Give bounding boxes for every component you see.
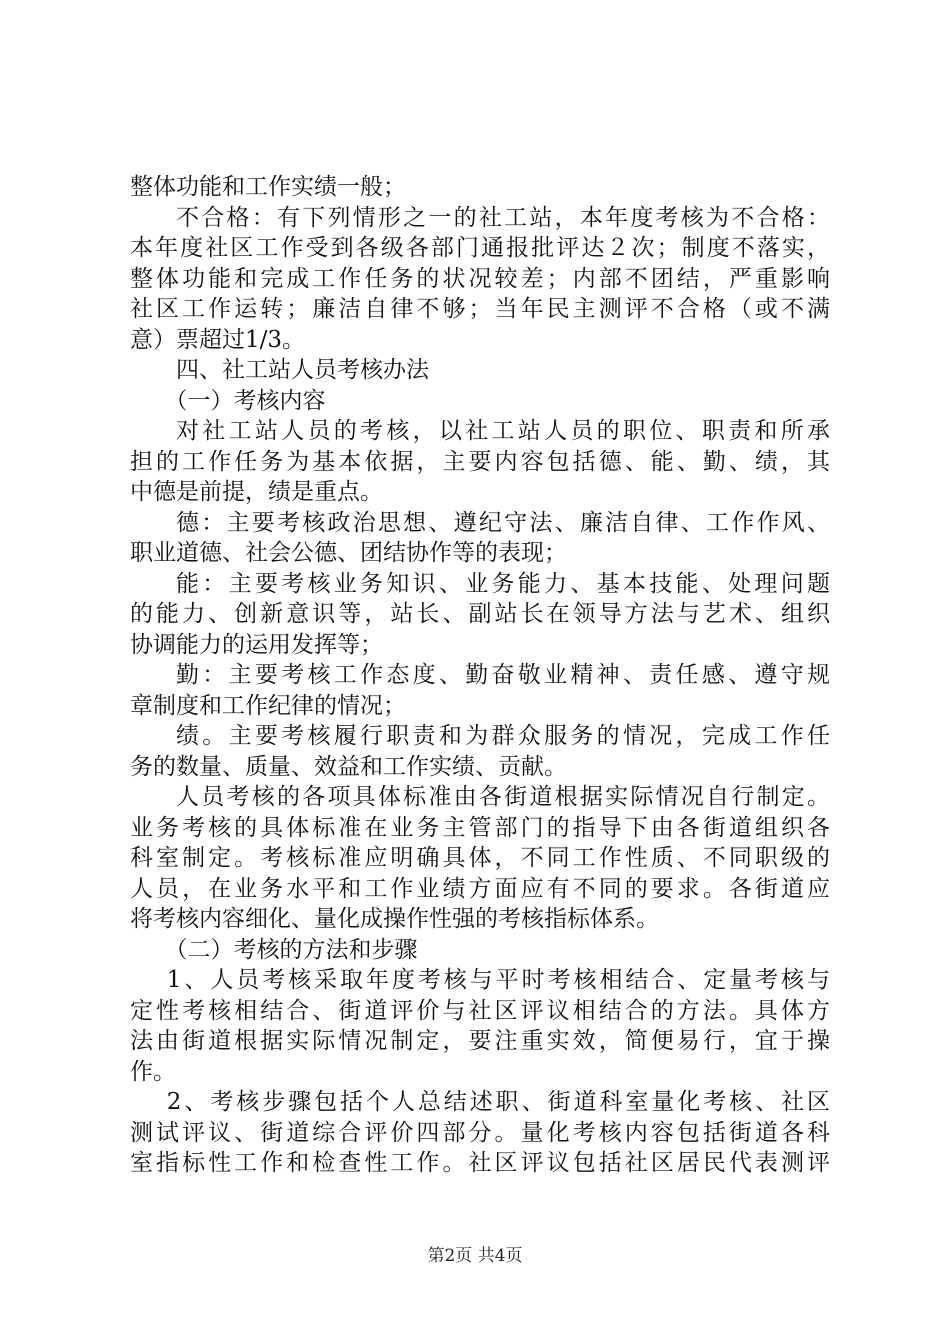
page-footer: 第2页 共4页 bbox=[427, 1246, 523, 1266]
text-line: 室指标性工作和检查性工作。社区评议包括社区居民代表测评 bbox=[130, 1150, 830, 1176]
text-line: 中德是前提，绩是重点。 bbox=[130, 479, 383, 505]
text-line: 社区工作运转；廉洁自律不够；当年民主测评不合格（或不满 bbox=[130, 296, 830, 322]
text-line: 将考核内容细化、量化成操作性强的考核指标体系。 bbox=[130, 906, 659, 932]
text-line: 的能力、创新意识等，站长、副站长在领导方法与艺术、组织 bbox=[130, 601, 830, 627]
text-line: 对社工站人员的考核，以社工站人员的职位、职责和所承 bbox=[176, 418, 830, 444]
text-line: 意）票超过1/3。 bbox=[130, 326, 306, 353]
text-line: 法由街道根据实际情况制定，要注重实效，简便易行，宜于操 bbox=[130, 1028, 830, 1054]
text-line: 业务考核的具体标准在业务主管部门的指导下由各街道组织各 bbox=[130, 814, 830, 841]
text-line: 测试评议、街道综合评价四部分。量化考核内容包括街道各科 bbox=[130, 1119, 830, 1146]
text-line: （二）考核的方法和步骤 bbox=[164, 936, 418, 963]
text-line: 四、社工站人员考核办法 bbox=[176, 357, 429, 383]
text-line: 人员，在业务水平和工作业绩方面应有不同的要求。各街道应 bbox=[130, 875, 830, 902]
text-line: 绩。主要考核履行职责和为群众服务的情况，完成工作任 bbox=[176, 723, 830, 749]
text-line: 定性考核相结合、街道评价与社区评议相结合的方法。具体方 bbox=[130, 997, 830, 1024]
text-line: 本年度社区工作受到各级各部门通报批评达２次；制度不落实， bbox=[130, 235, 830, 261]
text-line: 务的数量、质量、效益和工作实绩、贡献。 bbox=[130, 753, 567, 780]
text-line: 勤：主要考核工作态度、勤奋敬业精神、责任感、遵守规 bbox=[176, 662, 830, 688]
text-line: 能：主要考核业务知识、业务能力、基本技能、处理问题 bbox=[176, 570, 830, 597]
text-line: 不合格：有下列情形之一的社工站，本年度考核为不合格： bbox=[176, 204, 830, 231]
text-line: 整体功能和完成工作任务的状况较差；内部不团结，严重影响 bbox=[130, 265, 830, 292]
document-body bbox=[130, 172, 830, 1179]
text-line: 协调能力的运用发挥等； bbox=[130, 631, 383, 658]
text-line: 担的工作任务为基本依据，主要内容包括德、能、勤、绩，其 bbox=[130, 448, 830, 475]
text-line: 章制度和工作纪律的情况； bbox=[130, 692, 406, 719]
text-line: 2、考核步骤包括个人总结述职、街道科室量化考核、社区 bbox=[166, 1089, 830, 1115]
text-line: 1、人员考核采取年度考核与平时考核相结合、定量考核与 bbox=[166, 967, 830, 993]
text-line: 职业道德、社会公德、团结协作等的表现； bbox=[130, 540, 567, 566]
text-line: 整体功能和工作实绩一般； bbox=[130, 174, 406, 200]
text-line: 人员考核的各项具体标准由各街道根据实际情况自行制定。 bbox=[176, 784, 830, 810]
text-line: 德：主要考核政治思想、遵纪守法、廉洁自律、工作作风、 bbox=[176, 509, 830, 536]
text-line: 作。 bbox=[130, 1058, 176, 1085]
text-line: 科室制定。考核标准应明确具体，不同工作性质、不同职级的 bbox=[130, 845, 830, 871]
text-line: （一）考核内容 bbox=[164, 387, 326, 414]
